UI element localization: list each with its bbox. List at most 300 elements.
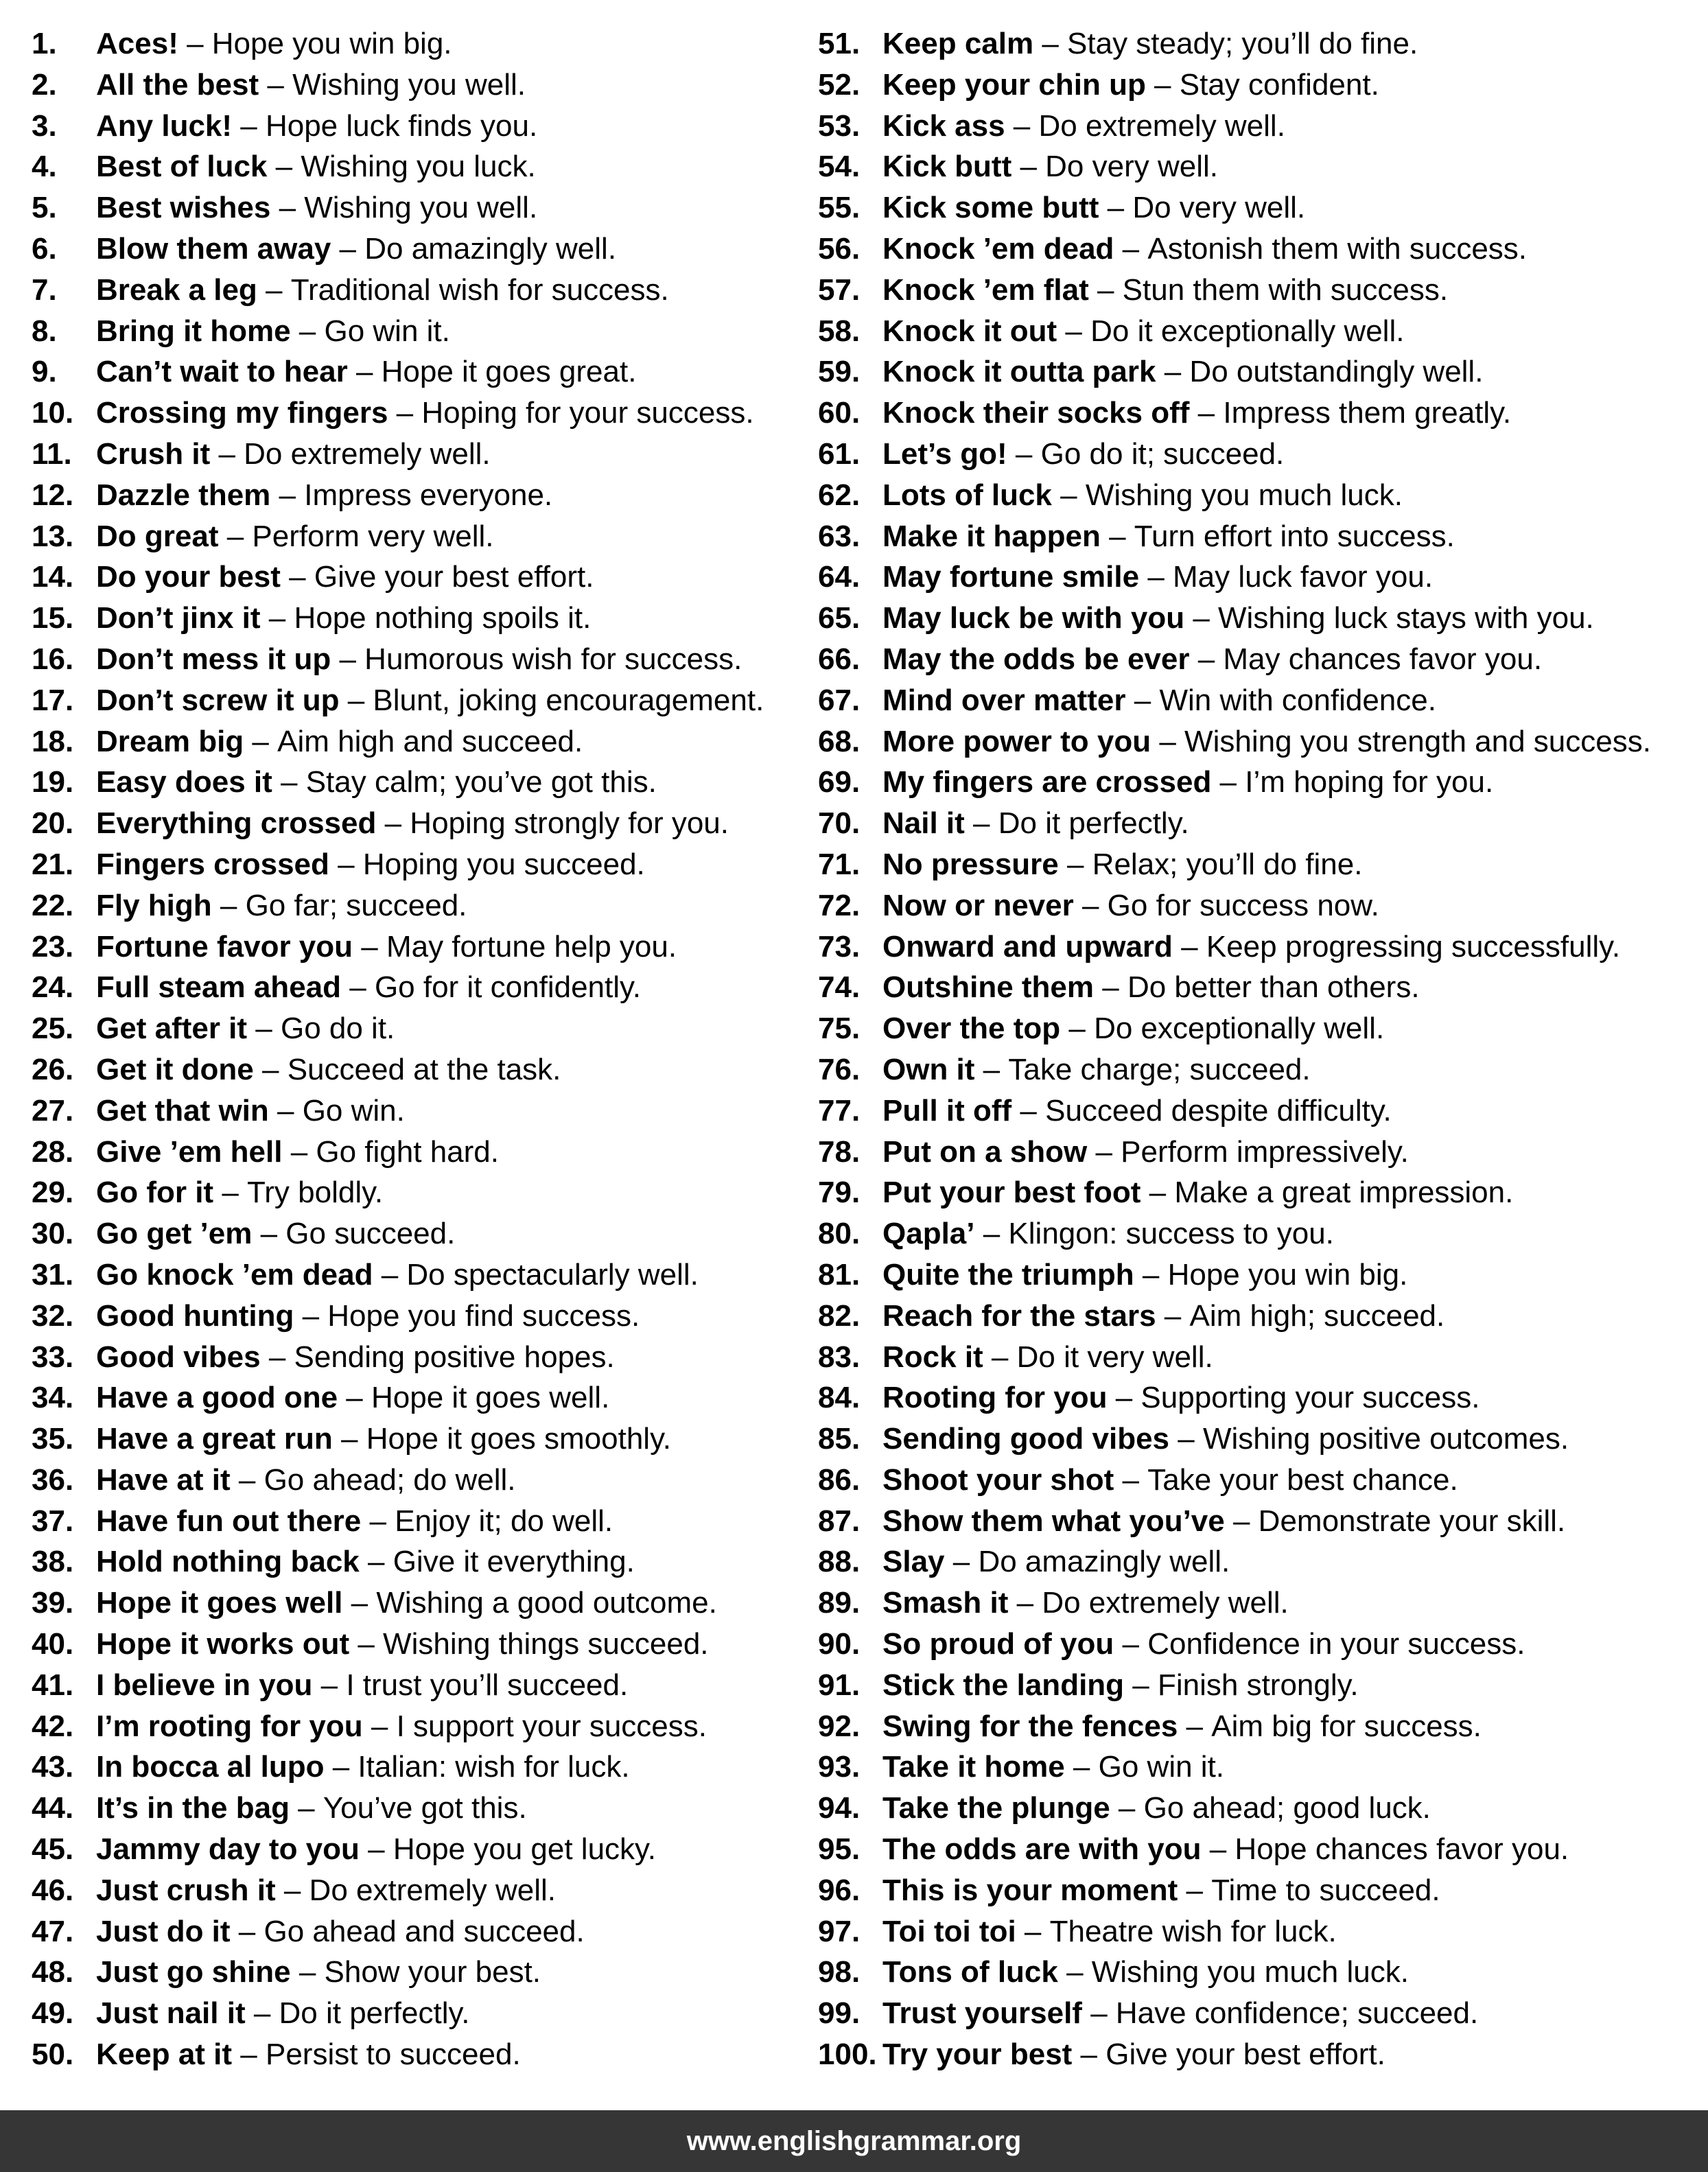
- item-number: 70.: [818, 806, 861, 841]
- item-number: 15.: [32, 601, 74, 635]
- item-phrase: Make it happen: [882, 519, 1101, 553]
- item-description: Do extremely well.: [1038, 108, 1285, 143]
- item-phrase: Don’t jinx it: [96, 601, 261, 635]
- item-phrase: Go for it: [96, 1176, 214, 1210]
- item-description: Hope you win big.: [211, 27, 452, 60]
- item-number: 55.: [818, 191, 861, 225]
- item-separator: –: [1178, 1873, 1212, 1907]
- item-separator: –: [1057, 1955, 1092, 1989]
- item-separator: –: [983, 1340, 1017, 1374]
- item-separator: –: [1134, 1257, 1168, 1292]
- item-number: 59.: [818, 355, 861, 389]
- item-separator: –: [1114, 1627, 1148, 1661]
- item-description: Hope you get lucky.: [393, 1832, 657, 1867]
- item-number: 51.: [818, 27, 861, 60]
- list-item: [32, 639, 764, 680]
- item-number: 42.: [32, 1709, 74, 1743]
- item-description: Stun them with success.: [1122, 272, 1449, 307]
- list-item: [32, 1624, 764, 1665]
- item-number: 85.: [818, 1422, 861, 1456]
- list-item: [32, 475, 764, 516]
- item-description: You’ve got this.: [323, 1791, 527, 1825]
- item-description: Blunt, joking encouragement.: [373, 683, 764, 717]
- item-number: 20.: [32, 806, 74, 841]
- item-separator: –: [252, 1217, 286, 1251]
- item-phrase: Fortune favor you: [96, 929, 353, 964]
- item-separator: –: [1184, 601, 1219, 635]
- item-phrase: Qapla’: [882, 1217, 975, 1251]
- item-separator: –: [1201, 1832, 1235, 1867]
- item-number: 41.: [32, 1668, 74, 1702]
- item-separator: –: [1094, 970, 1127, 1005]
- item-number: 23.: [32, 929, 74, 964]
- item-description: Do it very well.: [1016, 1340, 1213, 1374]
- item-phrase: So proud of you: [882, 1627, 1114, 1661]
- item-number: 37.: [32, 1504, 74, 1538]
- item-number: 66.: [818, 642, 861, 676]
- item-phrase: All the best: [96, 67, 259, 102]
- item-phrase: Hold nothing back: [96, 1545, 360, 1579]
- item-phrase: No pressure: [882, 847, 1059, 881]
- item-number: 30.: [32, 1217, 74, 1251]
- item-phrase: Bring it home: [96, 314, 291, 348]
- item-separator: –: [270, 191, 305, 225]
- list-item: [818, 270, 1651, 311]
- item-phrase: Just nail it: [96, 1996, 246, 2031]
- item-phrase: Kick some butt: [882, 191, 1099, 225]
- item-separator: –: [272, 765, 306, 799]
- item-phrase: Best of luck: [96, 150, 268, 184]
- list-item: [818, 475, 1651, 516]
- item-separator: –: [213, 1176, 248, 1210]
- item-phrase: Fly high: [96, 888, 212, 922]
- item-separator: –: [331, 231, 365, 266]
- list-item: [818, 1993, 1651, 2034]
- item-description: Do it exceptionally well.: [1090, 314, 1405, 348]
- item-separator: –: [1156, 355, 1190, 389]
- item-number: 81.: [818, 1257, 861, 1292]
- item-phrase: Do your best: [96, 560, 281, 594]
- item-phrase: I believe in you: [96, 1668, 313, 1702]
- item-separator: –: [1151, 724, 1185, 758]
- item-number: 6.: [32, 231, 57, 266]
- item-phrase: Dazzle them: [96, 478, 271, 512]
- item-separator: –: [270, 478, 305, 512]
- item-separator: –: [294, 1298, 328, 1333]
- item-description: Stay confident.: [1179, 67, 1379, 102]
- item-description: Relax; you’ll do fine.: [1092, 847, 1363, 881]
- item-number: 57.: [818, 272, 861, 307]
- list-item: [32, 598, 764, 639]
- list-item: [32, 146, 764, 187]
- item-separator: –: [260, 1340, 294, 1374]
- list-item: [818, 516, 1651, 557]
- item-phrase: Easy does it: [96, 765, 272, 799]
- item-phrase: Have fun out there: [96, 1504, 362, 1538]
- item-number: 100.: [818, 2037, 877, 2072]
- item-description: Wishing a good outcome.: [376, 1586, 717, 1620]
- item-separator: –: [347, 355, 382, 389]
- item-description: Perform very well.: [252, 519, 494, 553]
- item-description: May luck favor you.: [1173, 560, 1434, 594]
- item-number: 69.: [818, 765, 861, 799]
- item-number: 27.: [32, 1093, 74, 1128]
- item-separator: –: [275, 1873, 309, 1907]
- item-separator: –: [376, 806, 410, 841]
- list-item: [32, 106, 764, 147]
- phrase-list-right-column: [818, 23, 1651, 2075]
- item-phrase: Knock ’em dead: [882, 231, 1114, 266]
- item-phrase: This is your moment: [882, 1873, 1178, 1907]
- item-phrase: Have at it: [96, 1462, 231, 1497]
- item-phrase: Swing for the fences: [882, 1709, 1178, 1743]
- item-separator: –: [230, 1914, 264, 1948]
- item-description: Do very well.: [1045, 150, 1218, 184]
- list-item: [818, 762, 1651, 803]
- list-item: [818, 229, 1651, 270]
- item-description: Give it everything.: [393, 1545, 635, 1579]
- item-number: 88.: [818, 1545, 861, 1579]
- item-phrase: Keep at it: [96, 2037, 233, 2072]
- list-item: [32, 65, 764, 106]
- item-phrase: Hope it works out: [96, 1627, 350, 1661]
- list-item: [32, 393, 764, 434]
- list-item: [32, 1172, 764, 1213]
- item-description: Hope you win big.: [1167, 1257, 1408, 1292]
- item-separator: –: [282, 1134, 316, 1169]
- item-description: Astonish them with success.: [1147, 231, 1528, 266]
- item-separator: –: [1114, 231, 1148, 266]
- item-separator: –: [341, 970, 375, 1005]
- item-number: 2.: [32, 67, 57, 102]
- item-number: 90.: [818, 1627, 861, 1661]
- list-item: [32, 187, 764, 229]
- list-item: [32, 270, 764, 311]
- item-number: 40.: [32, 1627, 74, 1661]
- item-separator: –: [1064, 1750, 1099, 1784]
- list-item: [818, 1132, 1651, 1173]
- item-separator: –: [1008, 1586, 1042, 1620]
- item-phrase: May the odds be ever: [882, 642, 1190, 676]
- item-description: Traditional wish for success.: [290, 272, 669, 307]
- item-phrase: Good hunting: [96, 1298, 294, 1333]
- item-phrase: Knock it outta park: [882, 355, 1156, 389]
- item-separator: –: [210, 436, 244, 471]
- item-number: 46.: [32, 1873, 74, 1907]
- item-phrase: It’s in the bag: [96, 1791, 290, 1825]
- item-description: Hope it goes well.: [371, 1381, 610, 1415]
- list-item: [818, 1829, 1651, 1870]
- item-description: Hope you find success.: [327, 1298, 640, 1333]
- list-item: [818, 1008, 1651, 1049]
- item-phrase: Smash it: [882, 1586, 1009, 1620]
- footer-bar: [0, 2110, 1708, 2172]
- item-number: 72.: [818, 888, 861, 922]
- item-description: Do it perfectly.: [279, 1996, 470, 2031]
- item-separator: –: [312, 1668, 347, 1702]
- item-description: Wishing luck stays with you.: [1218, 601, 1594, 635]
- item-separator: –: [290, 1955, 325, 1989]
- list-item: [818, 721, 1651, 762]
- item-number: 83.: [818, 1340, 861, 1374]
- item-phrase: Onward and upward: [882, 929, 1173, 964]
- item-separator: –: [1172, 929, 1206, 964]
- list-item: [818, 598, 1651, 639]
- item-separator: –: [232, 2037, 266, 2072]
- item-number: 34.: [32, 1381, 74, 1415]
- item-number: 11.: [32, 436, 72, 471]
- item-phrase: Go get ’em: [96, 1217, 253, 1251]
- item-number: 93.: [818, 1750, 861, 1784]
- item-separator: –: [1100, 519, 1134, 553]
- item-description: Wishing positive outcomes.: [1202, 1422, 1569, 1456]
- item-description: I trust you’ll succeed.: [346, 1668, 629, 1702]
- item-phrase: Kick butt: [882, 150, 1012, 184]
- item-number: 13.: [32, 519, 74, 553]
- item-phrase: Can’t wait to hear: [96, 355, 348, 389]
- item-number: 10.: [32, 396, 74, 430]
- item-description: Go win.: [302, 1093, 405, 1128]
- item-separator: –: [1156, 1298, 1190, 1333]
- item-separator: –: [1099, 191, 1133, 225]
- item-number: 28.: [32, 1134, 74, 1169]
- item-phrase: More power to you: [882, 724, 1151, 758]
- item-phrase: Fingers crossed: [96, 847, 329, 881]
- list-item: [818, 106, 1651, 147]
- item-number: 53.: [818, 108, 861, 143]
- item-separator: –: [178, 27, 212, 60]
- item-description: Stay calm; you’ve got this.: [305, 765, 657, 799]
- list-item: [32, 844, 764, 885]
- item-separator: –: [218, 519, 253, 553]
- item-description: Persist to succeed.: [265, 2037, 521, 2072]
- item-number: 89.: [818, 1586, 861, 1620]
- item-phrase: Knock their socks off: [882, 396, 1190, 430]
- item-phrase: Over the top: [882, 1012, 1061, 1046]
- item-separator: –: [1058, 847, 1092, 881]
- list-item: [32, 1583, 764, 1624]
- item-number: 75.: [818, 1012, 861, 1046]
- item-number: 9.: [32, 355, 57, 389]
- list-item: [32, 885, 764, 926]
- list-item: [32, 557, 764, 598]
- item-number: 71.: [818, 847, 861, 881]
- item-separator: –: [1016, 1914, 1050, 1948]
- list-item: [818, 1418, 1651, 1460]
- list-item: [818, 1665, 1651, 1706]
- item-number: 65.: [818, 601, 861, 635]
- list-item: [818, 680, 1651, 721]
- item-separator: –: [1011, 1093, 1046, 1128]
- item-number: 79.: [818, 1176, 861, 1210]
- item-phrase: Crush it: [96, 436, 211, 471]
- item-phrase: Have a great run: [96, 1422, 333, 1456]
- list-item: [32, 2034, 764, 2075]
- list-item: [32, 1377, 764, 1418]
- item-description: Hoping for your success.: [421, 396, 754, 430]
- list-item: [818, 1090, 1651, 1132]
- list-item: [32, 1952, 764, 1993]
- item-description: Take your best chance.: [1147, 1462, 1458, 1497]
- item-number: 96.: [818, 1873, 861, 1907]
- item-separator: –: [359, 1832, 393, 1867]
- item-phrase: Quite the triumph: [882, 1257, 1134, 1292]
- item-description: Do spectacularly well.: [406, 1257, 699, 1292]
- item-phrase: I’m rooting for you: [96, 1709, 363, 1743]
- item-separator: –: [1140, 1176, 1175, 1210]
- item-number: 73.: [818, 929, 861, 964]
- item-description: Turn effort into success.: [1134, 519, 1455, 553]
- list-item: [818, 1624, 1651, 1665]
- item-description: Succeed at the task.: [287, 1052, 561, 1086]
- item-separator: –: [362, 1709, 397, 1743]
- item-phrase: Reach for the stars: [882, 1298, 1156, 1333]
- item-number: 33.: [32, 1340, 74, 1374]
- item-phrase: Get that win: [96, 1093, 269, 1128]
- item-number: 67.: [818, 683, 861, 717]
- item-number: 38.: [32, 1545, 74, 1579]
- list-item: [818, 1870, 1651, 1911]
- item-separator: –: [1005, 108, 1039, 143]
- item-phrase: May luck be with you: [882, 601, 1185, 635]
- item-phrase: Lots of luck: [882, 478, 1052, 512]
- item-phrase: Kick ass: [882, 108, 1005, 143]
- phrase-list-left-column: [32, 23, 764, 2075]
- item-description: Do very well.: [1132, 191, 1306, 225]
- list-item: [32, 1665, 764, 1706]
- item-separator: –: [1211, 765, 1245, 799]
- item-number: 21.: [32, 847, 74, 881]
- item-number: 84.: [818, 1381, 861, 1415]
- item-description: Impress everyone.: [304, 478, 553, 512]
- item-separator: –: [339, 683, 373, 717]
- item-description: Wishing things succeed.: [383, 1627, 709, 1661]
- item-separator: –: [373, 1257, 407, 1292]
- item-number: 8.: [32, 314, 57, 348]
- list-item: [32, 1829, 764, 1870]
- item-separator: –: [1073, 888, 1108, 922]
- item-description: Theatre wish for luck.: [1049, 1914, 1337, 1948]
- list-item: [818, 1583, 1651, 1624]
- list-item: [32, 721, 764, 762]
- item-description: Enjoy it; do well.: [395, 1504, 613, 1538]
- item-separator: –: [1033, 27, 1068, 60]
- list-item: [32, 23, 764, 65]
- item-separator: –: [1057, 314, 1091, 348]
- item-description: Do extremely well.: [309, 1873, 556, 1907]
- item-phrase: Jammy day to you: [96, 1832, 360, 1867]
- item-phrase: Everything crossed: [96, 806, 377, 841]
- item-separator: –: [361, 1504, 395, 1538]
- item-separator: –: [324, 1750, 358, 1784]
- list-item: [32, 229, 764, 270]
- list-item: [32, 1541, 764, 1583]
- item-description: Time to succeed.: [1211, 1873, 1440, 1907]
- item-description: Wishing you much luck.: [1091, 1955, 1409, 1989]
- item-description: Do extremely well.: [1042, 1586, 1289, 1620]
- item-separator: –: [1007, 436, 1041, 471]
- item-phrase: Rock it: [882, 1340, 983, 1374]
- item-number: 19.: [32, 765, 74, 799]
- item-number: 50.: [32, 2037, 74, 2072]
- list-item: [818, 1706, 1651, 1747]
- list-item: [818, 146, 1651, 187]
- item-number: 7.: [32, 272, 57, 307]
- list-item: [818, 1254, 1651, 1296]
- item-description: Go for it confidently.: [374, 970, 641, 1005]
- item-phrase: Rooting for you: [882, 1381, 1108, 1415]
- item-description: Impress them greatly.: [1223, 396, 1512, 430]
- item-separator: –: [257, 272, 291, 307]
- item-description: Do outstandingly well.: [1189, 355, 1484, 389]
- list-item: [32, 1337, 764, 1378]
- list-item: [818, 1541, 1651, 1583]
- list-item: [818, 1049, 1651, 1090]
- item-description: Give your best effort.: [314, 560, 594, 594]
- item-number: 18.: [32, 724, 74, 758]
- item-description: Go win it.: [324, 314, 450, 348]
- item-number: 97.: [818, 1914, 861, 1948]
- item-separator: –: [388, 396, 422, 430]
- list-item: [32, 967, 764, 1008]
- item-phrase: Now or never: [882, 888, 1074, 922]
- item-number: 94.: [818, 1791, 861, 1825]
- list-item: [818, 803, 1651, 844]
- item-separator: –: [329, 847, 363, 881]
- item-description: Italian: wish for luck.: [358, 1750, 630, 1784]
- item-separator: –: [247, 1012, 281, 1046]
- item-number: 86.: [818, 1462, 861, 1497]
- list-item: [818, 65, 1651, 106]
- list-item: [32, 434, 764, 475]
- item-separator: –: [974, 1052, 1009, 1086]
- item-separator: –: [944, 1545, 979, 1579]
- item-number: 58.: [818, 314, 861, 348]
- item-description: Humorous wish for success.: [364, 642, 742, 676]
- item-number: 60.: [818, 396, 861, 430]
- item-phrase: Do great: [96, 519, 219, 553]
- item-separator: –: [289, 1791, 323, 1825]
- item-number: 80.: [818, 1217, 861, 1251]
- item-separator: –: [1178, 1709, 1212, 1743]
- item-number: 14.: [32, 560, 74, 594]
- item-number: 17.: [32, 683, 74, 717]
- item-separator: –: [253, 1052, 288, 1086]
- item-phrase: Keep calm: [882, 27, 1034, 60]
- list-item: [32, 1213, 764, 1254]
- list-item: [818, 1460, 1651, 1501]
- item-phrase: Shoot your shot: [882, 1462, 1114, 1497]
- item-phrase: Break a leg: [96, 272, 257, 307]
- item-phrase: Hope it goes well: [96, 1586, 343, 1620]
- item-number: 22.: [32, 888, 74, 922]
- item-separator: –: [260, 601, 294, 635]
- item-number: 36.: [32, 1462, 74, 1497]
- list-item: [818, 1501, 1651, 1542]
- item-description: Go for success now.: [1107, 888, 1379, 922]
- list-item: [32, 1747, 764, 1788]
- list-item: [32, 1460, 764, 1501]
- item-number: 54.: [818, 150, 861, 184]
- list-item: [32, 1870, 764, 1911]
- item-phrase: Go knock ’em dead: [96, 1257, 373, 1292]
- item-number: 5.: [32, 191, 57, 225]
- item-separator: –: [331, 642, 365, 676]
- item-separator: –: [1169, 1422, 1203, 1456]
- item-number: 35.: [32, 1422, 74, 1456]
- item-separator: –: [1189, 396, 1224, 430]
- list-item: [32, 803, 764, 844]
